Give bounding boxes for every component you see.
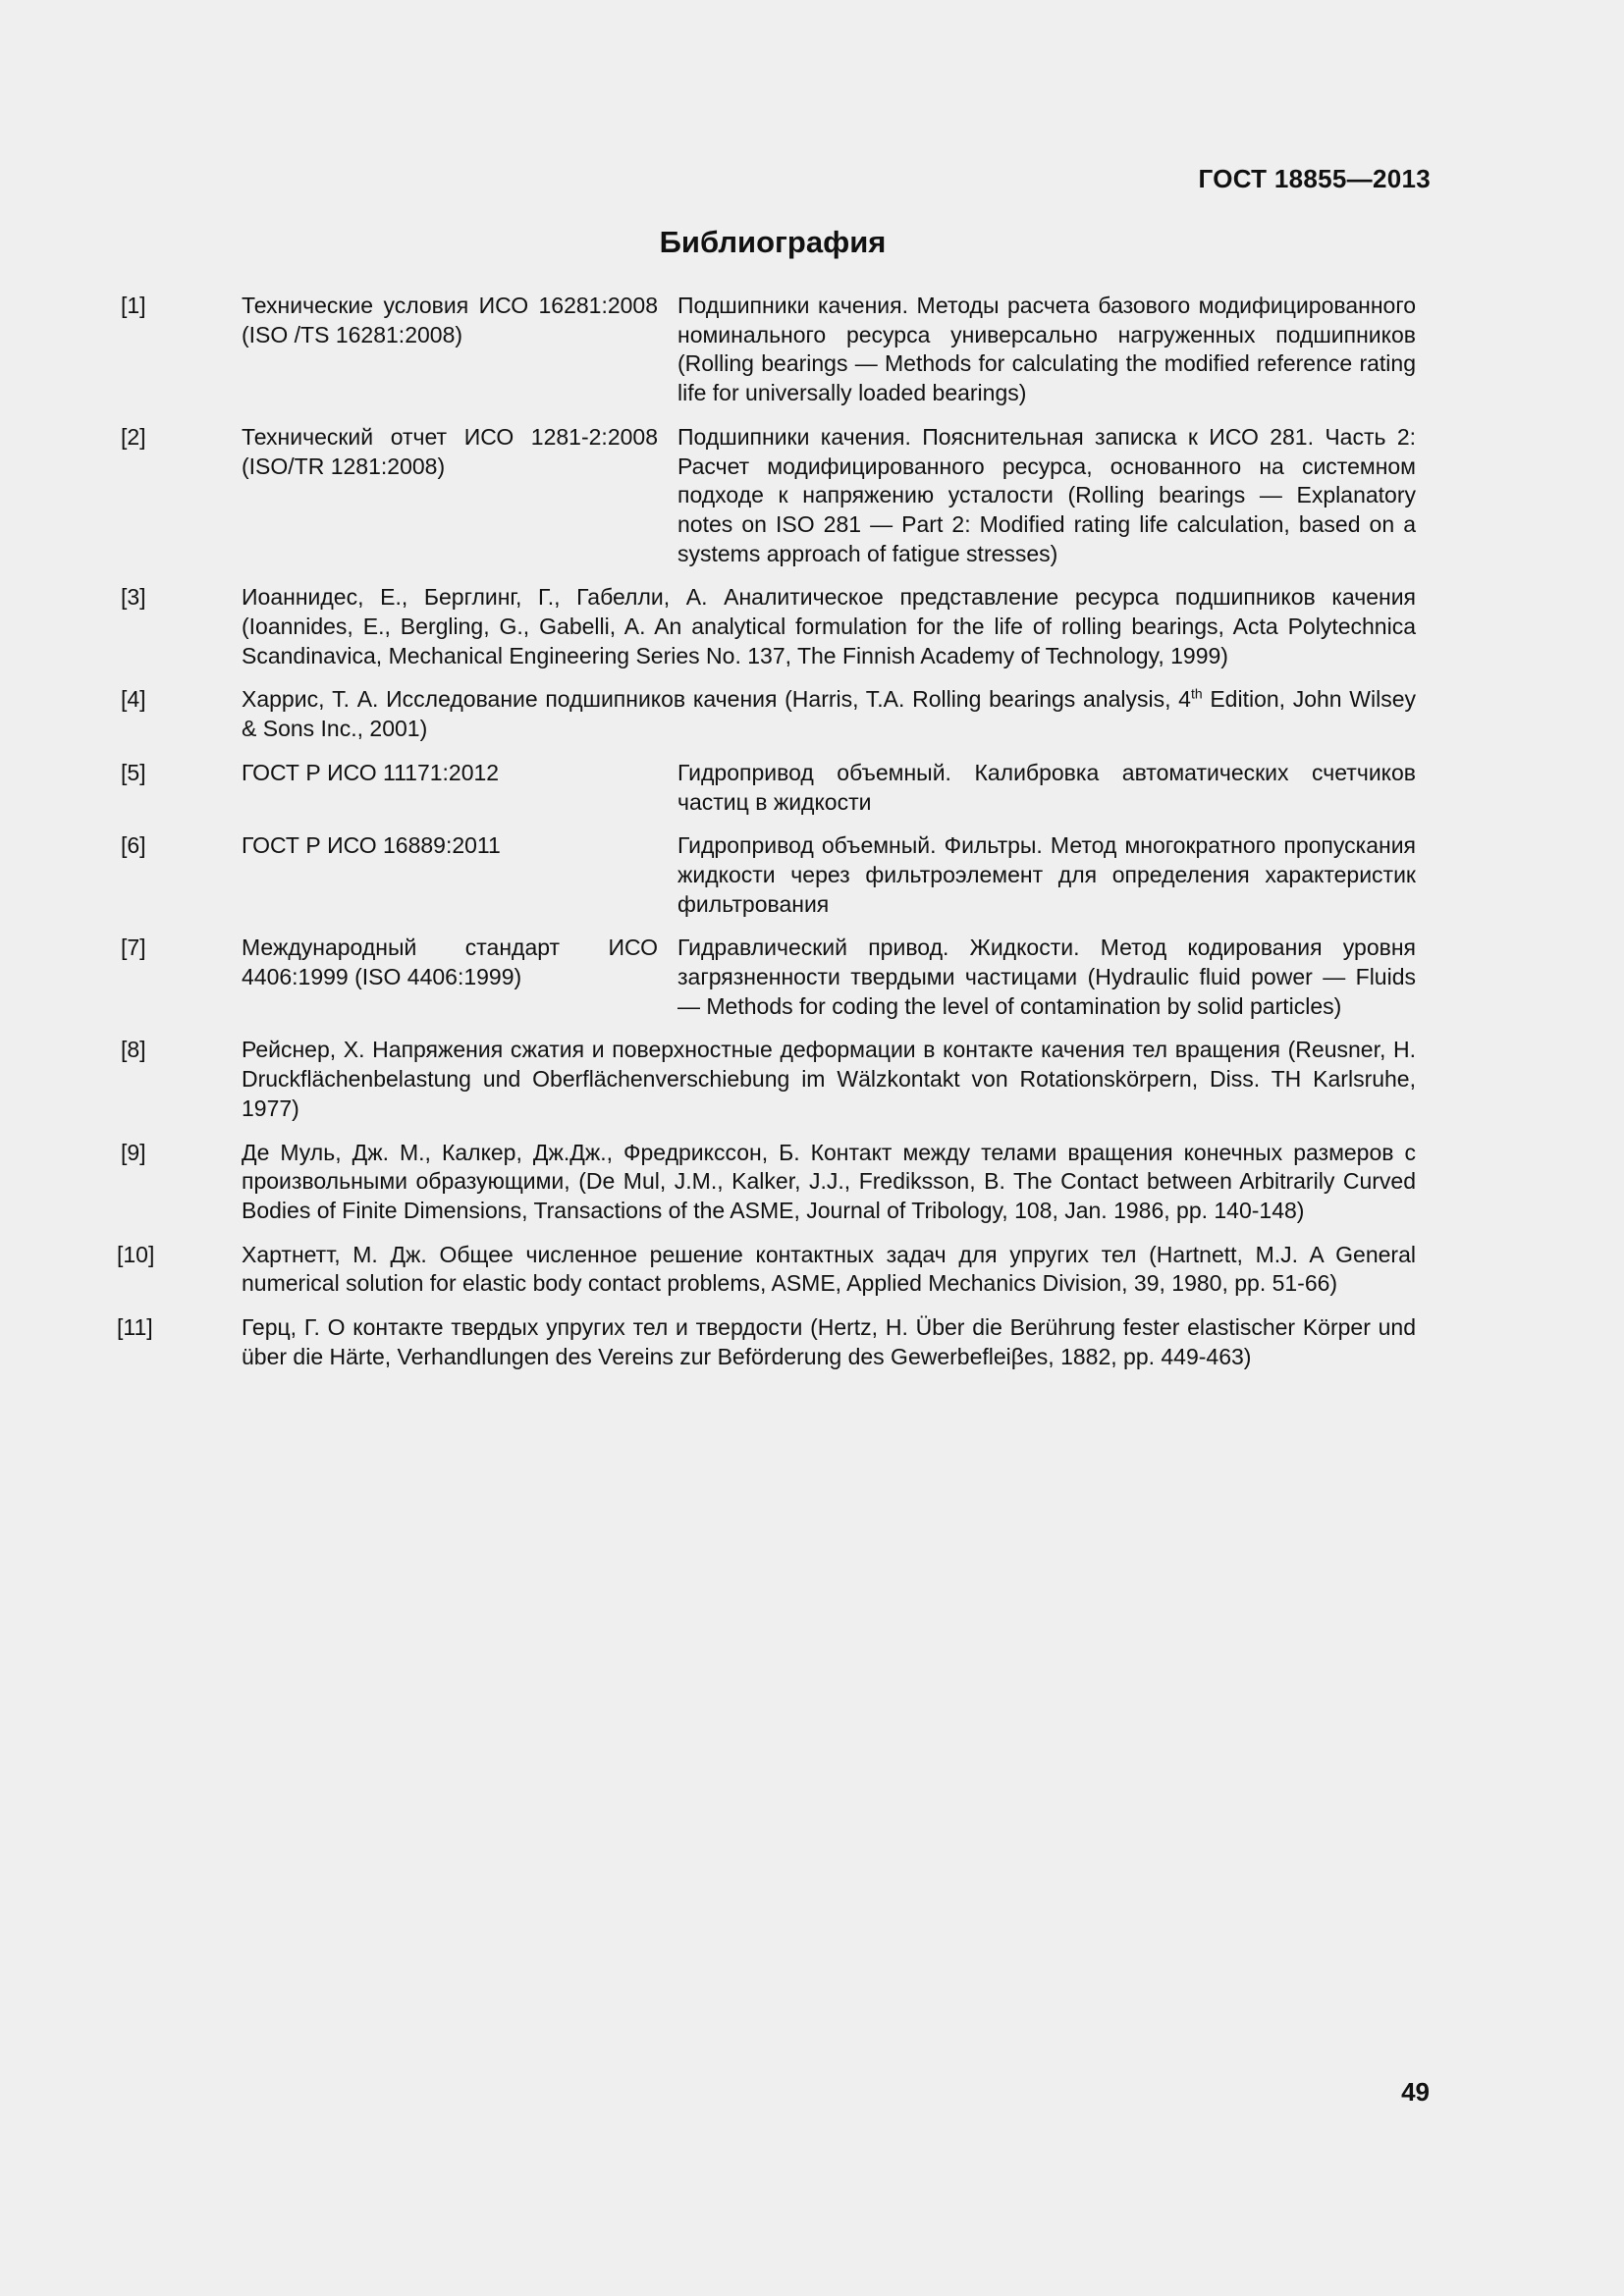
entry-number: [10] [117, 1241, 155, 1267]
page-title: Библиография [659, 225, 887, 259]
bibliography-list [116, 292, 1416, 1387]
bibliography-entry [116, 292, 1416, 408]
bibliography-entry [116, 759, 1416, 817]
entry-description: Подшипники качения. Пояснительная записка к ИСО 281. Часть 2: Расчет модифицированного ресурса, основанного на системном подходе к напряжению усталости (Rolling bearings — Explanatory notes on ISO 281 — Part 2: Modified rating life calculation, based on a systems approach of fatigue stresses) [677, 423, 1416, 566]
entry-text: Иоаннидес, Е., Берглинг, Г., Габелли, А. Аналитическое представление ресурса подшипников качения (Ioannides, E., Bergling, G., Gabelli, A. An analytical formulation for the life of rolling bearings, Acta Polytechnica Scandinavica, Mechanical Engineering Series No. 137, The Finnish Academy of Technology, 1999) [242, 584, 1416, 668]
bibliography-entry [116, 583, 1416, 670]
bibliography-entry [116, 831, 1416, 919]
ordinal-superscript: th [1190, 685, 1203, 702]
entry-description: Гидропривод объемный. Калибровка автоматических счетчиков частиц в жидкости [677, 759, 1416, 815]
entry-description: Подшипники качения. Методы расчета базового модифицированного номинального ресурса универсально нагруженных подшипников (Rolling bearings — Methods for calculating the modified reference rating life for universally loaded bearings) [677, 293, 1416, 406]
bibliography-entry [116, 1313, 1416, 1371]
entry-text: Герц, Г. О контакте твердых упругих тел и твердости (Hertz, H. Über die Berührung fester elastischer Körper und über die Härte, Verhandlungen des Vereins zur Beförderung des Gewerbefleiβes, 1882, pp. 449-463) [242, 1314, 1416, 1369]
bibliography-entry [116, 1036, 1416, 1123]
entry-number: [3] [121, 584, 146, 611]
entry-text: Рейснер, Х. Напряжения сжатия и поверхностные деформации в контакте качения тел вращения (Reusner, H. Druckflächenbelastung und Oberflächenverschiebung im Wälzkontakt von Rotationskörpern, Diss. TH Karlsruhe, 1977) [242, 1037, 1416, 1121]
page-number: 49 [1401, 2077, 1430, 2107]
bibliography-entry [116, 934, 1416, 1021]
bibliography-entry [116, 1241, 1416, 1299]
entry-text: Хартнетт, М. Дж. Общее численное решение контактных задач для упругих тел (Hartnett, M.J. A General numerical solution for elastic body contact problems, ASME, Applied Mechanics Division, 39, 1980, pp. 51-66) [242, 1241, 1416, 1297]
entry-reference: ГОСТ Р ИСО 16889:2011 [242, 832, 501, 859]
entry-text [242, 685, 1416, 743]
entry-number: [1] [121, 293, 146, 318]
entry-number: [4] [121, 686, 146, 713]
bibliography-entry [116, 1139, 1416, 1226]
entry-number: [8] [121, 1037, 146, 1063]
entry-number: [6] [121, 832, 146, 859]
entry-reference: Технические условия ИСО 16281:2008 (ISO /TS 16281:2008) [242, 293, 658, 347]
entry-number: [7] [121, 934, 146, 961]
entry-description: Гидропривод объемный. Фильтры. Метод многократного пропускания жидкости через фильтроэлемент для определения характеристик фильтрования [677, 832, 1416, 917]
standard-code: ГОСТ 18855—2013 [1198, 164, 1431, 193]
entry-reference: ГОСТ Р ИСО 11171:2012 [242, 759, 500, 785]
entry-reference: Международный стандарт ИСО 4406:1999 (ISO 4406:1999) [242, 934, 658, 990]
entry-number: [9] [121, 1139, 146, 1165]
bibliography-entry [116, 685, 1416, 743]
entry-text-part: Харрис, Т. А. Исследование подшипников качения (Harris, T.A. Rolling bearings analysis, 4 [242, 686, 1191, 713]
entry-text-part: Edition, John Wilsey & Sons Inc., 2001) [242, 686, 1416, 742]
entry-number: [11] [117, 1314, 153, 1341]
entry-description: Гидравлический привод. Жидкости. Метод кодирования уровня загрязненности твердыми частицами (Hydraulic fluid power — Fluids — Methods for coding the level of contamination by solid particles) [677, 934, 1416, 1019]
bibliography-entry [116, 423, 1416, 569]
entry-reference: Технический отчет ИСО 1281-2:2008 (ISO/TR 1281:2008) [242, 423, 658, 479]
entry-text: Де Муль, Дж. М., Калкер, Дж.Дж., Фредрикссон, Б. Контакт между телами вращения конечных размеров с произвольными образующими, (De Mul, J.M., Kalker, J.J., Frediksson, B. The Contact between Arbitrarily Curved Bodies of Finite Dimensions, Transactions of the ASME, Journal of Tribology, 108, Jan. 1986, pp. 140-148) [242, 1139, 1416, 1223]
entry-number: [5] [121, 759, 146, 785]
entry-number: [2] [121, 423, 146, 450]
